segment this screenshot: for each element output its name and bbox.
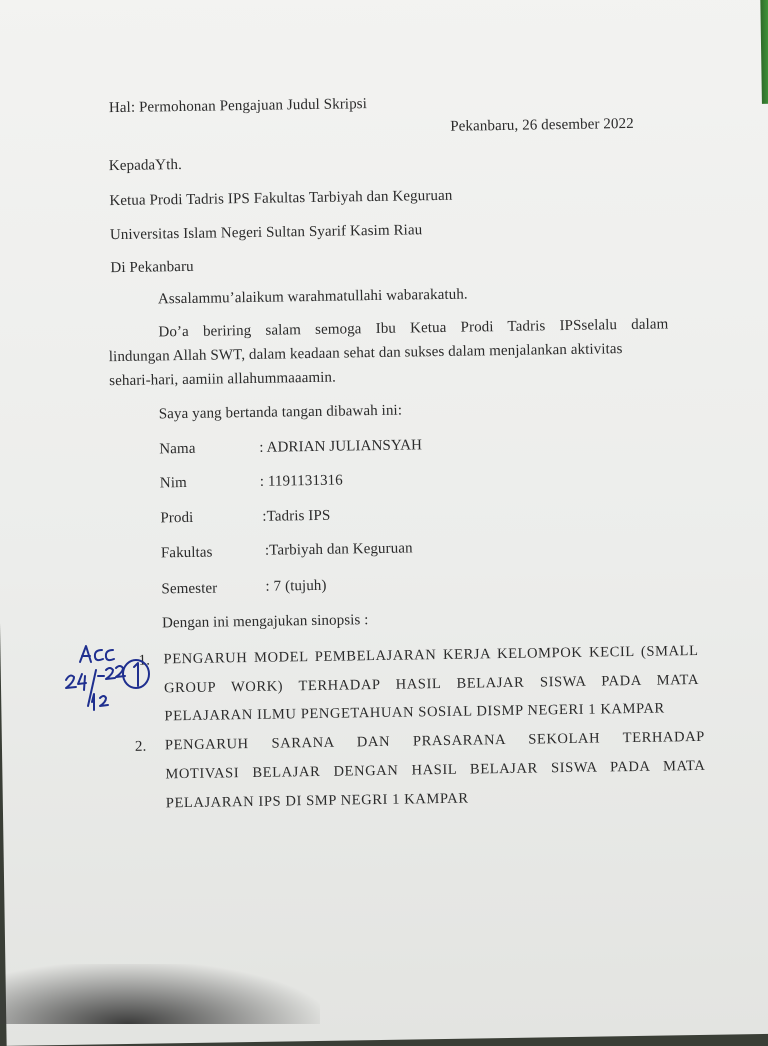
photo-shadow	[0, 964, 320, 1024]
recipient-line: Di Pekanbaru	[110, 258, 194, 277]
intro-line: Saya yang bertanda tangan dibawah ini:	[158, 402, 403, 423]
field-value: :Tarbiyah dan Keguruan	[264, 540, 413, 559]
paragraph-line: lindungan Allah SWT, dalam keadaan sehat dan sukses dalam menjalankan aktivitas	[108, 341, 623, 366]
field-value: :Tadris IPS	[262, 507, 331, 525]
paragraph-line: sehari-hari, aamiin allahummaaamin.	[109, 369, 337, 390]
green-background-edge	[760, 0, 768, 104]
title-line: MOTIVASI BELAJAR DENGAN HASIL BELAJAR SISWA PADA MATA	[165, 757, 706, 783]
greeting: Assalammu’alaikum warahmatullahi wabarakatuh.	[157, 286, 468, 308]
title-line: PENGARUH SARANA DAN PRASARANA SEKOLAH TERHADAP	[164, 728, 706, 754]
field-value: : 1191131316	[259, 472, 343, 490]
handwritten-approval-mark	[60, 640, 156, 720]
field-value: : 7 (tujuh)	[265, 577, 327, 595]
field-label: Nama	[159, 440, 196, 458]
title-line: PELAJARAN ILMU PENGETAHUAN SOSIAL DISMP NEGERI 1 KAMPAR	[164, 700, 665, 725]
title-line: GROUP WORK) TERHADAP HASIL BELAJAR SISWA PADA MATA	[163, 671, 700, 697]
letter-subject: Hal: Permohonan Pengajuan Judul Skripsi	[108, 96, 368, 117]
sinopsis-intro: Dengan ini mengajukan sinopsis :	[161, 612, 369, 632]
title-number: 2.	[134, 738, 147, 755]
place-date: Pekanbaru, 26 desember 2022	[450, 115, 634, 135]
field-label: Semester	[161, 580, 218, 598]
field-label: Nim	[159, 474, 187, 492]
field-label: Fakultas	[160, 544, 213, 562]
title-number: 1.	[138, 652, 151, 669]
title-line: PELAJARAN IPS DI SMP NEGRI 1 KAMPAR	[165, 790, 469, 812]
title-line: PENGARUH MODEL PEMBELAJARAN KERJA KELOMPOK KECIL (SMALL	[163, 642, 699, 668]
field-label: Prodi	[160, 509, 194, 527]
recipient-line: Universitas Islam Negeri Sultan Syarif Kasim Riau	[109, 222, 423, 244]
paragraph-line: Do’a beriring salam semoga Ibu Ketua Prodi Tadris IPSselalu dalam	[158, 316, 669, 341]
field-value: : ADRIAN JULIANSYAH	[259, 437, 423, 456]
recipient-line: Ketua Prodi Tadris IPS Fakultas Tarbiyah dan Keguruan	[109, 187, 453, 210]
recipient-line: KepadaYth.	[108, 157, 183, 175]
